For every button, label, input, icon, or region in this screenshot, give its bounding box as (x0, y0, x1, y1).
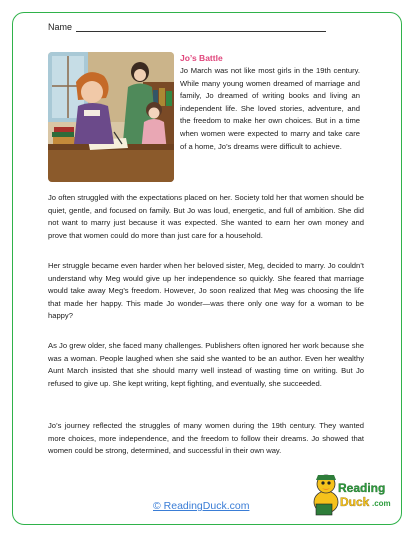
logo-text-duck: Duck (340, 495, 370, 509)
name-row (48, 22, 326, 32)
logo-text-com: .com (372, 499, 391, 508)
paragraph-2: Jo often struggled with the expectations placed on her. Society told her that women should be quiet, gentle, and focused on family. But Jo was loud, energetic, and full of ambition. She did not want to marry just because it was expected. She wanted to earn her own money and prove that women could do more than just care for a household. (48, 193, 364, 240)
paragraph-5: Jo’s journey reflected the struggles of many women during the 19th century. They wanted more choices, more independence, and the freedom to follow their dreams. Jo showed that women could be strong, determined, and successful in their own way. (48, 421, 364, 456)
paragraph-3: Her struggle became even harder when her beloved sister, Meg, decided to marry. Jo couldn’t understand why Meg would give up her independence so quickly. She feared that marriage would take away Meg’s freedom. However, Jo soon realized that Meg was choosing the life that made her happy. This made Jo wonder—was there only one way for a woman to be happy? (48, 261, 364, 321)
paragraph-1: Jo March was not like most girls in the 19th century. While many young women dreamed of marriage and family, Jo dreamed of writing books and living an independent life. She loved stories, adventure, and the freedom to make her own choices. But in a time when women were expected to marry and take care of a home, Jo’s dreams were difficult to achieve. (180, 66, 360, 151)
name-line[interactable] (76, 22, 326, 32)
name-label: Name (48, 22, 73, 32)
story-title: Jo’s Battle (180, 53, 223, 63)
logo-text-reading: Reading (338, 481, 386, 495)
readingduck-link[interactable]: © ReadingDuck.com (153, 500, 250, 512)
readingduck-logo (310, 470, 398, 522)
paragraph-4: As Jo grew older, she faced many challenges. Publishers often ignored her work because she was a woman. People laughed when she said she wanted to be an author. Even her wealthy Aunt March insisted that she should marry well instead of wasting time on writing. But Jo refused to give up. She kept writing, kept fighting, and eventually, she succeeded. (48, 341, 364, 388)
story-illustration (48, 52, 174, 182)
